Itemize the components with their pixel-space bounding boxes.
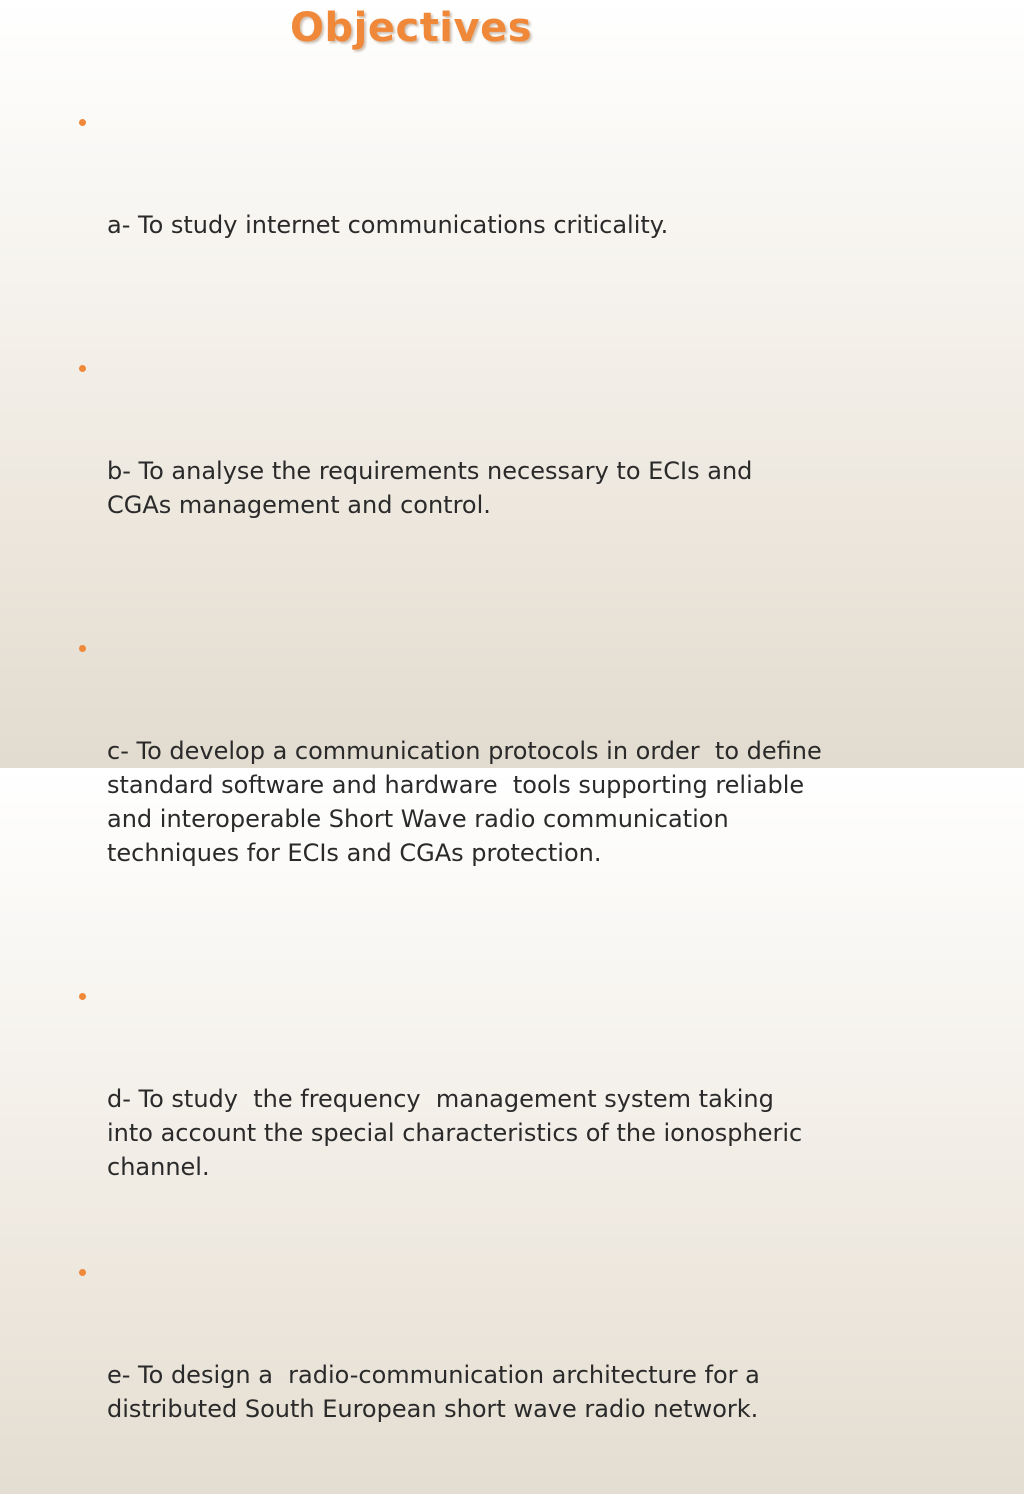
objective-text: d- To study the frequency management system taking into account the special characteristics of the ionospheric channel. (107, 1085, 803, 1181)
objective-item-e (76, 1256, 976, 1494)
objective-text: b- To analyse the requirements necessary to ECIs and CGAs management and control. (107, 457, 753, 519)
objective-item-b (76, 352, 976, 590)
bullet-icon (79, 119, 86, 126)
bullet-icon (79, 993, 86, 1000)
objective-item-d (76, 980, 976, 1252)
slide-title: Objectives (290, 5, 533, 51)
objective-text: a- To study internet communications criticality. (107, 211, 669, 239)
bullet-icon (79, 365, 86, 372)
objective-item-a (76, 106, 976, 310)
objective-item-c (76, 632, 976, 938)
objective-text: e- To design a radio-communication architecture for a distributed South European short wave radio network. (107, 1361, 760, 1423)
bullet-icon (79, 1269, 86, 1276)
objective-text: c- To develop a communication protocols in order to define standard software and hardware tools supporting reliable and interoperable Short Wave radio communication techniques for ECIs and CGAs protection. (107, 737, 822, 867)
objectives-list (76, 106, 976, 1494)
bullet-icon (79, 645, 86, 652)
